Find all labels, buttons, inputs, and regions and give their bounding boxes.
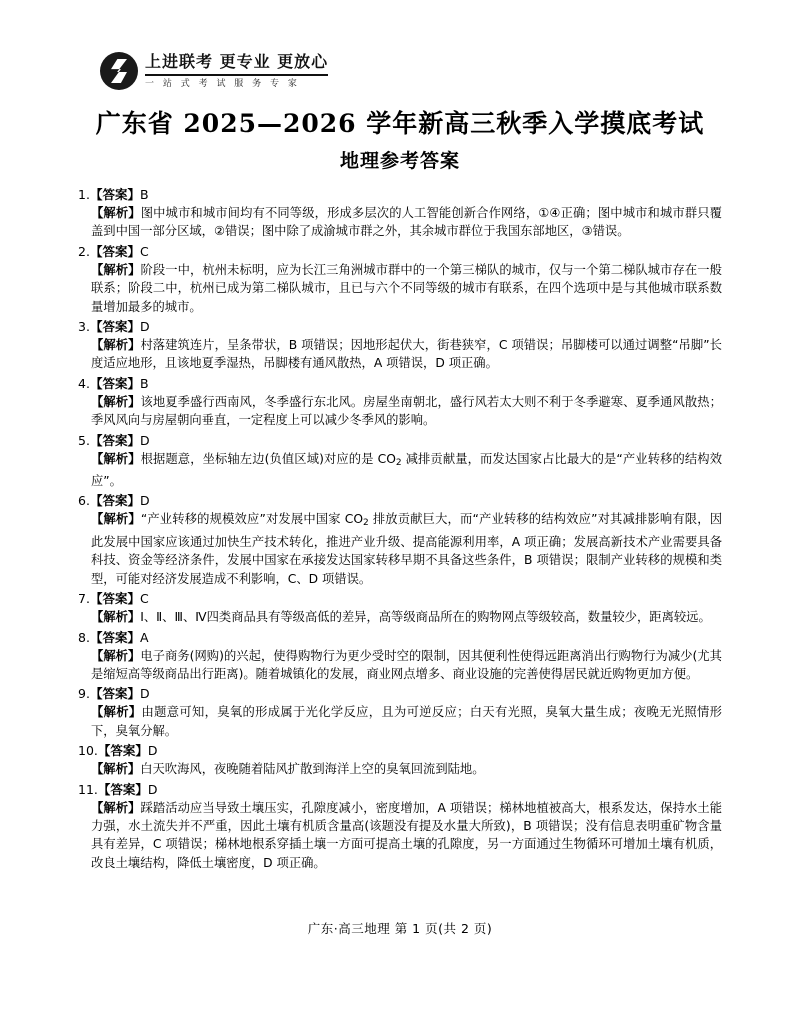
answer-value: D xyxy=(147,781,158,797)
analysis-text: 踩踏活动应当导致土壤压实，孔隙度减小，密度增加，A 项错误；梯林地植被高大，根系发达，保持水土能力强，水土流失并不严重，因此土壤有机质含量高(该题没有提及水量大所致)，B 项错误；没有信息表明重矿物含量具有差异，C 项错误；梯林地根系穿插土壤一方面可提高土壤的孔隙度，另一方面通过生物循环可增加土壤有机质，改良土壤结构，降低土壤密度，D 项正确。 xyxy=(91,800,722,870)
answer-label: 【答案】 xyxy=(89,243,140,259)
answer-label: 【答案】 xyxy=(97,781,148,797)
item-number: 3. xyxy=(78,319,90,335)
answer-label: 【答案】 xyxy=(97,743,148,759)
page-footer: 广东·高三地理 第 1 页(共 2 页) xyxy=(307,921,493,936)
list-item xyxy=(78,741,722,778)
answer-line xyxy=(78,780,722,799)
page-subtitle: 地理参考答案 xyxy=(339,150,460,172)
answer-label: 【答案】 xyxy=(89,319,140,335)
analysis-line xyxy=(78,393,722,430)
page-title: 广东省 2025—2026 学年新高三秋季入学摸底考试 xyxy=(95,109,705,138)
analysis-text-suffix: 排放贡献巨大，而“产业转移的结构效应”对其减排影响有限，因此发展中国家应该通过加快生产技术转化，推进产业升级、提高能源利用率，A 项正确；发展高新技术产业需要具备科技、资金等经济条件，发展中国家在承接发达国家转移早期不具备这些条件，B 项错误；限制产业转移的规模和类型，可能对经济发展造成不利影响，C、D 项错误。 xyxy=(91,512,722,586)
answer-label: 【答案】 xyxy=(89,493,140,509)
answer-label: 【答案】 xyxy=(89,375,140,391)
list-item xyxy=(78,780,722,873)
analysis-text: 村落建筑连片，呈条带状，B 项错误；因地形起伏大，街巷狭窄，C 项错误；吊脚楼可以通过调整“吊脚”长度适应地形，且该地夏季湿热，吊脚楼有通风散热，A 项错误，D 项正确。 xyxy=(91,338,722,371)
item-number: 9. xyxy=(78,686,90,702)
analysis-label: 【解析】 xyxy=(91,648,141,663)
answer-label: 【答案】 xyxy=(89,187,140,202)
analysis-text: 电子商务(网购)的兴起，使得购物行为更少受时空的限制，因其便利性使得远距离消出行购物行为减少(尤其是缩短高等级商品出行距离)。随着城镇化的发展，商业网点增多、商业设施的完善使得居民就近购物更加方便。 xyxy=(91,648,722,681)
answer-value: B xyxy=(139,375,149,391)
answer-line xyxy=(78,628,722,647)
item-number: 6. xyxy=(78,493,90,509)
answer-line xyxy=(78,242,722,261)
list-item xyxy=(78,589,722,626)
answer-label: 【答案】 xyxy=(89,591,140,607)
answer-line xyxy=(78,741,722,760)
analysis-line xyxy=(78,703,722,740)
answer-value: B xyxy=(139,187,149,202)
logo-text-block xyxy=(145,52,328,90)
formula-subscript: 2 xyxy=(363,518,369,529)
analysis-line xyxy=(78,647,722,684)
analysis-line xyxy=(78,336,722,373)
item-number: 5. xyxy=(78,432,90,448)
item-number: 1. xyxy=(78,187,90,202)
lightning-logo-icon xyxy=(100,52,138,90)
analysis-text-prefix: 根据题意，坐标轴左边(负值区域)对应的是 CO xyxy=(140,451,396,466)
list-item xyxy=(78,242,722,316)
item-number: 10. xyxy=(78,743,98,759)
analysis-text: 白天吹海风，夜晚随着陆风扩散到海洋上空的臭氧回流到陆地。 xyxy=(140,762,485,777)
item-number: 2. xyxy=(78,243,90,259)
analysis-label: 【解析】 xyxy=(91,338,141,353)
analysis-line xyxy=(78,799,722,873)
analysis-text-suffix: 减排贡献量，而发达国家占比最大的是“产业转移的结构效应”。 xyxy=(91,451,722,489)
item-number: 7. xyxy=(78,591,90,607)
list-item xyxy=(78,628,722,684)
item-number: 11. xyxy=(78,781,98,797)
analysis-label: 【解析】 xyxy=(91,512,141,527)
analysis-label: 【解析】 xyxy=(91,262,141,277)
analysis-label: 【解析】 xyxy=(91,206,141,220)
analysis-line xyxy=(78,608,722,626)
formula-subscript: 2 xyxy=(395,457,402,468)
list-item xyxy=(78,374,722,430)
analysis-line xyxy=(78,450,722,491)
logo-divider xyxy=(145,74,328,76)
answer-line xyxy=(78,317,722,336)
brand-logo xyxy=(100,52,722,90)
answer-line xyxy=(78,589,722,608)
list-item xyxy=(78,431,722,491)
analysis-text: 图中城市和城市间均有不同等级，形成多层次的人工智能创新合作网络，①④正确；图中城市和城市群只覆盖到中国一部分区域，②错误；图中除了成渝城市群之外，其余城市群位于我国东部地区，③错误。 xyxy=(91,206,722,239)
logo-title: 上进联考 更专业 更放心 xyxy=(145,52,329,71)
answer-value: A xyxy=(139,629,149,645)
answer-line xyxy=(78,491,722,510)
analysis-line xyxy=(78,261,722,316)
list-item xyxy=(78,185,722,241)
list-item xyxy=(78,684,722,740)
analysis-label: 【解析】 xyxy=(91,451,141,466)
answer-value: D xyxy=(139,686,150,702)
analysis-text: 该地夏季盛行西南风，冬季盛行东北风。房屋坐南朝北，盛行风若太大则不利于冬季避寒、夏季通风散热；季风风向与房屋朝向垂直，一定程度上可以减少冬季风的影响。 xyxy=(91,394,722,428)
item-number: 8. xyxy=(78,629,90,645)
analysis-line xyxy=(78,510,722,588)
analysis-line xyxy=(78,204,722,241)
answer-label: 【答案】 xyxy=(89,686,140,702)
analysis-label: 【解析】 xyxy=(91,394,141,409)
answer-line xyxy=(78,431,722,450)
analysis-text: 阶段一中，杭州未标明，应为长江三角洲城市群中的一个第三梯队的城市，仅与一个第二梯队城市存在一般联系；阶段二中，杭州已成为第二梯队城市，且已与六个不同等级的城市有联系，在四个选项中是与其他城市联系数量增加最多的城市。 xyxy=(91,262,722,314)
logo-subtitle: 一 站 式 考 试 服 务 专 家 xyxy=(145,79,300,89)
analysis-text: 由题意可知，臭氧的形成属于光化学反应，且为可逆反应；白天有光照，臭氧大量生成；夜晚无光照情形下，臭氧分解。 xyxy=(91,705,722,738)
answer-value: D xyxy=(139,319,150,335)
analysis-text: Ⅰ、Ⅱ、Ⅲ、Ⅳ四类商品具有等级高低的差异，高等级商品所在的购物网点等级较高，数量较少，距离较远。 xyxy=(140,610,711,625)
analysis-text-prefix: “产业转移的规模效应”对发展中国家 CO xyxy=(140,512,364,527)
analysis-label: 【解析】 xyxy=(91,762,141,777)
answer-label: 【答案】 xyxy=(89,432,140,448)
analysis-line xyxy=(78,760,722,778)
list-item xyxy=(78,317,722,373)
answer-value: D xyxy=(147,743,158,759)
answer-line xyxy=(78,374,722,393)
answer-value: D xyxy=(139,432,150,448)
answer-value: D xyxy=(139,493,150,509)
analysis-label: 【解析】 xyxy=(91,705,142,720)
analysis-label: 【解析】 xyxy=(91,800,141,815)
answer-list xyxy=(78,185,722,872)
answer-label: 【答案】 xyxy=(89,629,140,645)
item-number: 4. xyxy=(78,375,90,391)
answer-value: C xyxy=(139,591,149,607)
list-item xyxy=(78,491,722,588)
analysis-label: 【解析】 xyxy=(91,610,141,625)
answer-line xyxy=(78,185,722,204)
answer-line xyxy=(78,684,722,703)
answer-value: C xyxy=(139,243,149,259)
